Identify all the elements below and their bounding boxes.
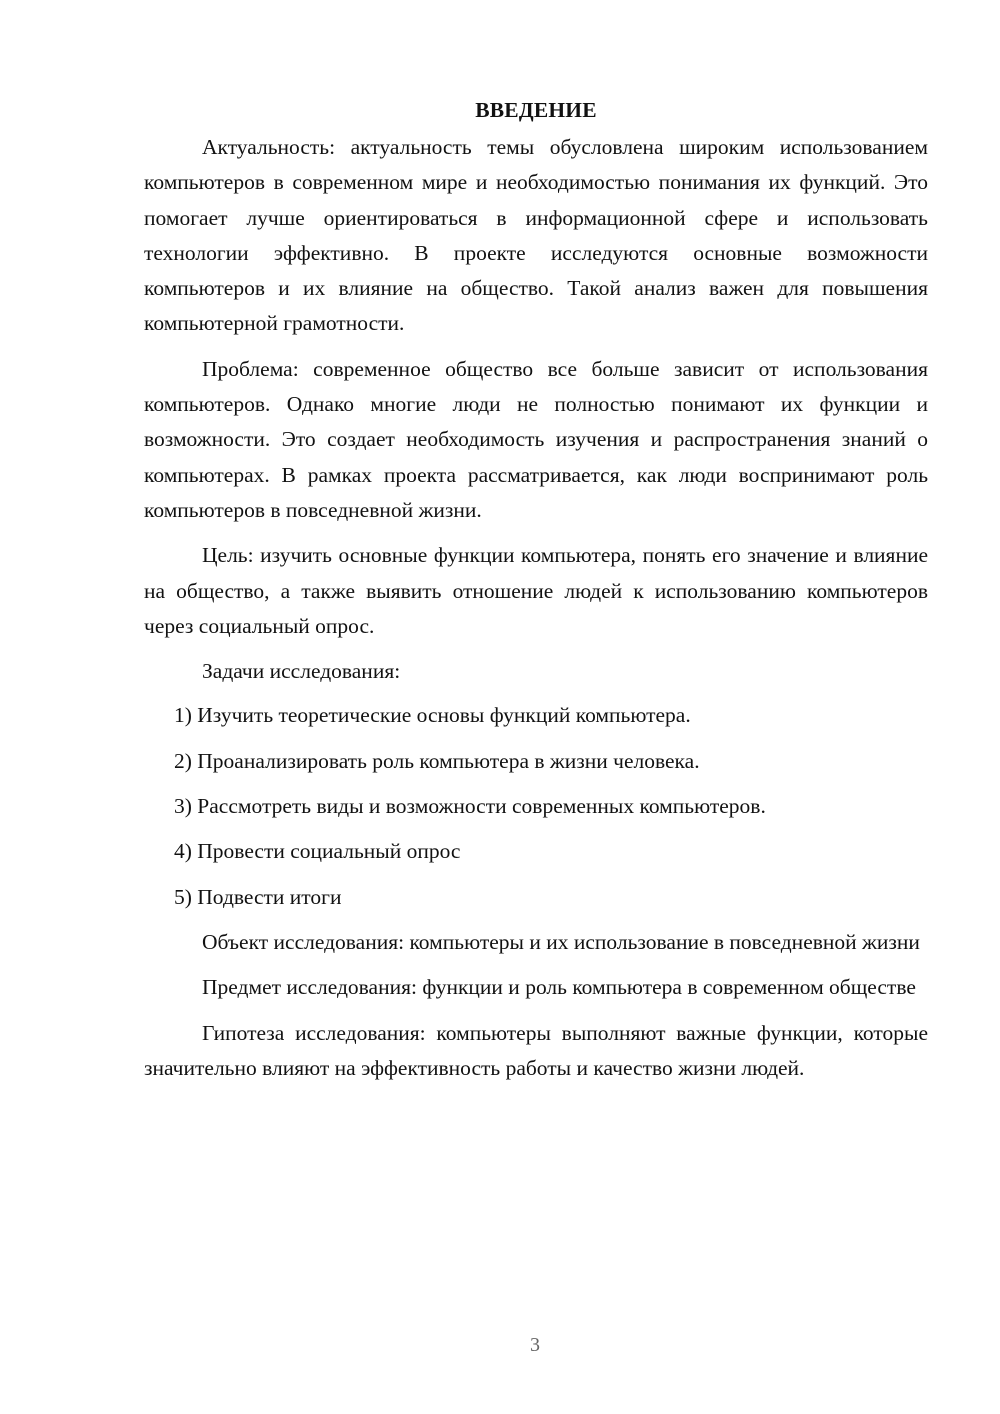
object-paragraph: Объект исследования: компьютеры и их использование в повседневной жизни	[202, 929, 920, 954]
tasks-heading: Задачи исследования:	[202, 659, 401, 684]
task-item: 1) Изучить теоретические основы функций компьютера.	[174, 703, 691, 728]
relevance-paragraph: Актуальность: актуальность темы обусловлена широким использованием компьютеров в современном мире и необходимостью понимания их функций. Это помогает лучше ориентироваться в информационной сфере и использовать технологии эффективно. В проекте исследуются основные возможности компьютеров и их влияние на общество. Такой анализ важен для повышения компьютерной грамотности.	[144, 135, 928, 336]
task-item: 3) Рассмотреть виды и возможности современных компьютеров.	[174, 794, 766, 819]
task-item: 4) Провести социальный опрос	[174, 839, 461, 864]
task-item: 2) Проанализировать роль компьютера в жизни человека.	[174, 748, 700, 773]
problem-paragraph: Проблема: современное общество все больше зависит от использования компьютеров. Однако многие люди не полностью понимают их функции и возможности. Это создает необходимость изучения и распространения знаний о компьютерах. В рамках проекта рассматривается, как люди воспринимают роль компьютеров в повседневной жизни.	[144, 356, 928, 522]
goal-paragraph: Цель: изучить основные функции компьютера, понять его значение и влияние на общество, а также выявить отношение людей к использованию компьютеров через социальный опрос.	[144, 543, 928, 638]
subject-paragraph: Предмет исследования: функции и роль компьютера в современном обществе	[202, 975, 916, 1000]
hypothesis-paragraph: Гипотеза исследования: компьютеры выполняют важные функции, которые значительно влияют на эффективность работы и качество жизни людей.	[144, 1020, 928, 1080]
tasks-list	[144, 698, 928, 914]
document-page	[144, 96, 928, 1096]
page-number: 3	[530, 1334, 540, 1356]
task-item: 5) Подвести итоги	[174, 884, 342, 909]
page-title: ВВЕДЕНИЕ	[475, 98, 597, 122]
